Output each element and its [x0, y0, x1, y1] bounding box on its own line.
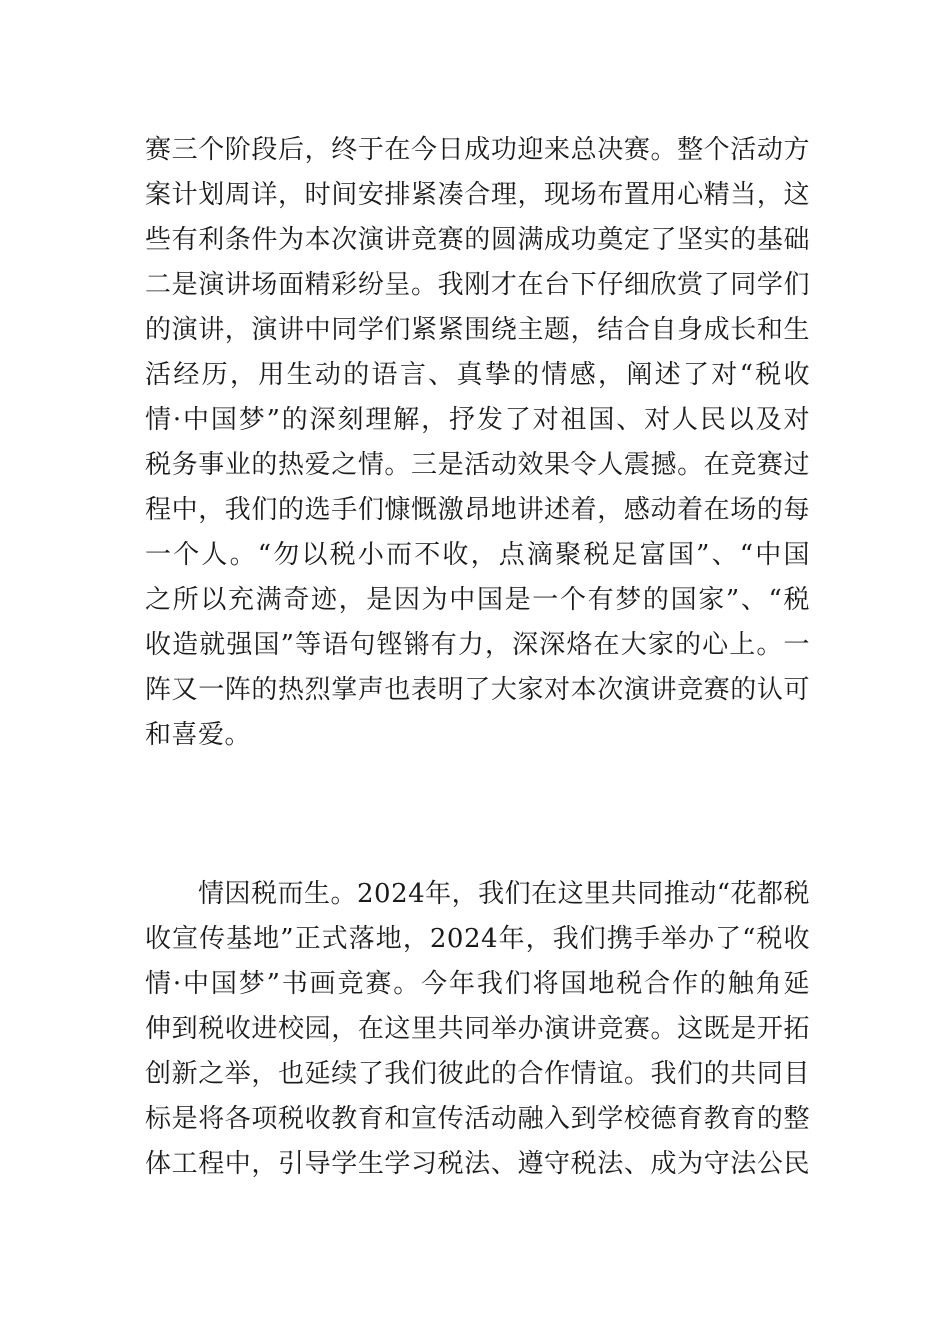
text-line: 程中，我们的选手们慷慨激昂地讲述着，感动着在场的每: [145, 495, 810, 525]
text-line: 情·中国梦”书画竞赛。今年我们将国地税合作的触角延: [145, 969, 810, 999]
text-line: 体工程中，引导学生学习税法、遵守税法、成为守法公民: [145, 1149, 810, 1179]
text-line: 收造就强国”等语句铿锵有力，深深烙在大家的心上。一: [145, 630, 810, 660]
text-line: 案计划周详，时间安排紧凑合理，现场布置用心精当，这: [145, 180, 810, 210]
text-line: 情因税而生。2024年，我们在这里共同推动“花都税: [145, 879, 810, 909]
text-line: 创新之举，也延续了我们彼此的合作情谊。我们的共同目: [145, 1059, 810, 1089]
text-line: 标是将各项税收教育和宣传活动融入到学校德育教育的整: [145, 1104, 810, 1134]
text-line: 阵又一阵的热烈掌声也表明了大家对本次演讲竞赛的认可: [145, 675, 810, 705]
paragraph-1: [145, 128, 810, 758]
text-line: 情·中国梦”的深刻理解，抒发了对祖国、对人民以及对: [145, 405, 810, 435]
text-line: 一个人。“勿以税小而不收，点滴聚税足富国”、“中国: [145, 540, 810, 570]
paragraph-2: [145, 872, 810, 1187]
text-line: 的演讲，演讲中同学们紧紧围绕主题，结合自身成长和生: [145, 315, 810, 345]
text-line: 税务事业的热爱之情。三是活动效果令人震撼。在竞赛过: [145, 450, 810, 480]
text-line: 二是演讲场面精彩纷呈。我刚才在台下仔细欣赏了同学们: [145, 270, 810, 300]
text-line: 伸到税收进校园，在这里共同举办演讲竞赛。这既是开拓: [145, 1014, 810, 1044]
text-line: 活经历，用生动的语言、真挚的情感，阐述了对“税收: [145, 360, 810, 390]
text-line: 赛三个阶段后，终于在今日成功迎来总决赛。整个活动方: [145, 135, 810, 165]
text-line: 些有利条件为本次演讲竞赛的圆满成功奠定了坚实的基础: [145, 225, 810, 255]
text-line: 之所以充满奇迹，是因为中国是一个有梦的国家”、“税: [145, 585, 810, 615]
text-line: 和喜爱。: [145, 720, 252, 750]
text-line: 收宣传基地”正式落地，2024年，我们携手举办了“税收: [145, 924, 810, 954]
